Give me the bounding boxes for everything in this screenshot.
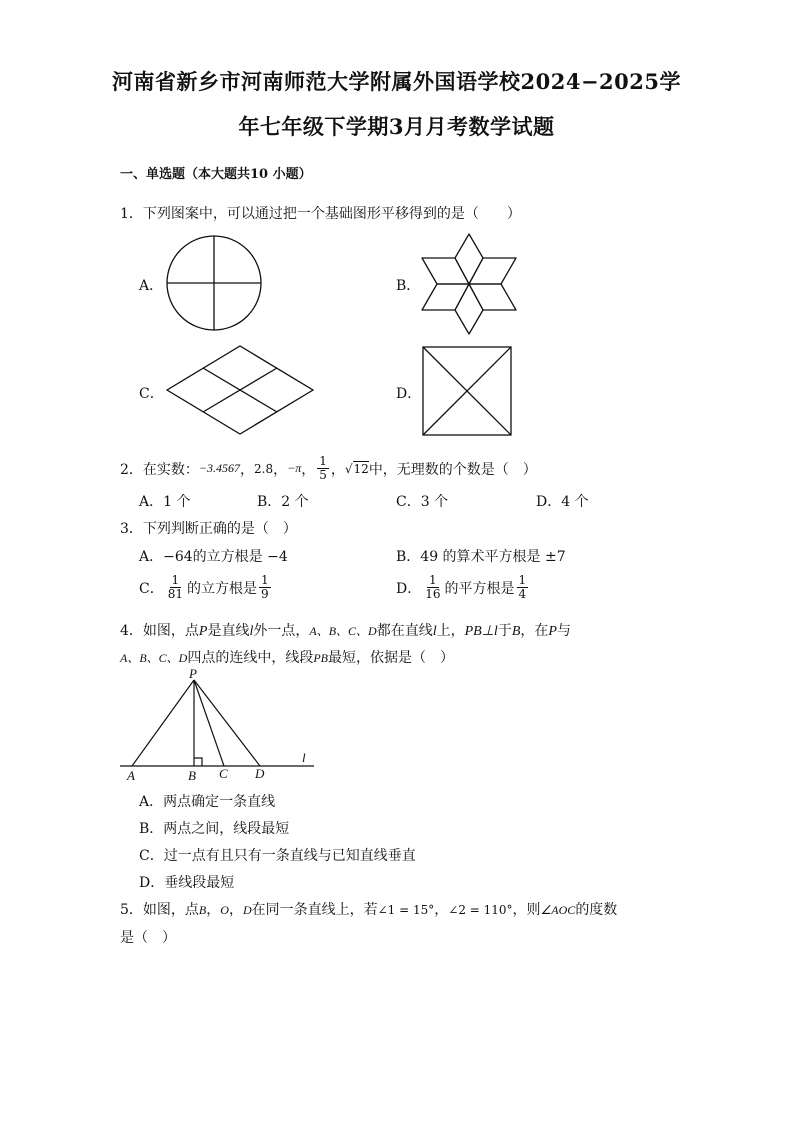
q4-stem-line1 bbox=[120, 620, 571, 640]
q2-option-d: D．4 个 bbox=[536, 494, 589, 510]
q3-option-c-fraction bbox=[166, 574, 185, 601]
q3-c-denominator: 81 bbox=[167, 587, 183, 601]
q1-figure-d-square bbox=[422, 346, 512, 436]
q5-stem-line2: 是（ ） bbox=[120, 930, 176, 946]
q4-label-p: P bbox=[189, 666, 197, 681]
q2-option-c: C．3 个 bbox=[396, 494, 449, 510]
q3-option-d-result bbox=[517, 574, 529, 601]
q4-var-l: l bbox=[432, 624, 437, 639]
q4-label-a: A bbox=[127, 768, 135, 783]
q2-option-a: A．1 个 bbox=[139, 494, 191, 510]
q1-figure-b-star bbox=[420, 232, 518, 336]
q5-var-b: B bbox=[198, 903, 207, 917]
q2-number-3: −π bbox=[287, 461, 302, 475]
q3-c-result-numerator: 1 bbox=[261, 573, 269, 587]
q5-var-d: D bbox=[242, 903, 252, 917]
q5-angle-1: ∠1 = 15° bbox=[377, 903, 435, 917]
q1-option-d-label: D． bbox=[396, 386, 422, 402]
q2-fraction-denominator: 5 bbox=[319, 468, 327, 482]
q4-text: 于 bbox=[497, 623, 512, 639]
q2-sep-2: ， bbox=[273, 461, 288, 478]
q3-option-d bbox=[396, 574, 530, 601]
q3-d-result-numerator: 1 bbox=[518, 573, 527, 587]
q3-option-d-fraction bbox=[423, 574, 442, 601]
q2-number-1: −3.4567 bbox=[198, 461, 241, 475]
q3-d-result-denominator: 4 bbox=[518, 587, 527, 601]
q2-fraction-numerator: 1 bbox=[319, 454, 327, 468]
q2-sep-1: ， bbox=[240, 461, 255, 478]
q4-stem-line2 bbox=[120, 647, 454, 667]
q2-option-b: B．2 个 bbox=[257, 494, 309, 510]
q2-number-2: 2.8̇ bbox=[254, 461, 274, 476]
q4-text: 最短，依据是（ ） bbox=[328, 650, 455, 666]
q4-points: A、B、C、D bbox=[120, 651, 188, 665]
q5-text: ， bbox=[228, 902, 243, 918]
q4-text: 上， bbox=[436, 623, 465, 639]
q5-stem-line1 bbox=[120, 899, 617, 919]
q3-option-c-label: C． bbox=[139, 580, 164, 597]
q1-option-a-label: A． bbox=[139, 278, 164, 294]
q4-option-b: B．两点之间，线段最短 bbox=[139, 821, 290, 837]
q4-label-b: B bbox=[188, 768, 196, 783]
q4-var-p: P bbox=[548, 624, 557, 639]
q2-sqrt-value: 12 bbox=[353, 462, 369, 476]
q4-text: 是直线 bbox=[207, 623, 250, 639]
q3-stem: 3．下列判断正确的是（ ） bbox=[120, 521, 297, 537]
q4-label-c: C bbox=[219, 766, 228, 781]
q4-var-p: P bbox=[198, 624, 208, 639]
q3-option-a: A．−64的立方根是 −4 bbox=[139, 549, 288, 565]
q4-var-b: B bbox=[511, 624, 521, 639]
q3-c-result-denominator: 9 bbox=[261, 587, 269, 601]
q4-perp: PB⊥l bbox=[464, 624, 498, 639]
q4-var-l: l bbox=[249, 624, 254, 639]
q3-option-d-text: 的平方根是 bbox=[444, 580, 515, 597]
q4-text: 都在直线 bbox=[376, 623, 433, 639]
q2-sep-4: ， bbox=[330, 461, 345, 478]
q4-label-d: D bbox=[255, 766, 265, 781]
q3-option-d-label: D． bbox=[396, 580, 422, 597]
q3-option-c-result bbox=[259, 574, 271, 601]
q1-option-b-label: B． bbox=[396, 278, 421, 294]
q4-option-a: A．两点确定一条直线 bbox=[139, 794, 276, 810]
q2-stem-prefix: 2．在实数： bbox=[120, 461, 199, 478]
q4-text: 四点的连线中，线段 bbox=[187, 650, 314, 666]
q2-fraction bbox=[317, 455, 329, 482]
q2-sep-3: ， bbox=[301, 461, 316, 478]
q5-text: 的度数 bbox=[575, 902, 618, 918]
q4-text: ，在 bbox=[520, 623, 549, 639]
exam-title-line1: 河南省新乡市河南师范大学附属外国语学校2024−2025学 bbox=[112, 69, 681, 94]
q3-c-numerator: 1 bbox=[171, 573, 180, 587]
q4-option-c: C．过一点有且只有一条直线与已知直线垂直 bbox=[139, 848, 416, 864]
q4-text: 外一点， bbox=[253, 623, 310, 639]
section-header: 一、单选题（本大题共10 小题） bbox=[120, 167, 312, 182]
q4-text: 4．如图，点 bbox=[120, 623, 199, 639]
q3-d-denominator: 16 bbox=[425, 587, 441, 601]
q5-text: 5．如图，点 bbox=[120, 902, 199, 918]
q4-figure-perpendicular bbox=[118, 668, 318, 783]
q5-angle-aoc: ∠AOC bbox=[540, 903, 576, 917]
q5-text: ， bbox=[206, 902, 221, 918]
q2-sqrt-symbol: √ bbox=[344, 461, 353, 476]
q1-option-c-label: C． bbox=[139, 386, 164, 402]
q3-d-numerator: 1 bbox=[429, 573, 437, 587]
q4-text: 与 bbox=[556, 623, 571, 639]
q4-segment: PB bbox=[313, 651, 329, 665]
q2-stem bbox=[120, 455, 537, 482]
q5-text: 在同一条直线上，若 bbox=[251, 902, 378, 918]
q3-option-c bbox=[139, 574, 273, 601]
q1-figure-c-rhombus bbox=[165, 344, 315, 436]
q4-points: A、B、C、D bbox=[309, 624, 377, 638]
q5-angle-2: ∠2 = 110° bbox=[448, 903, 513, 917]
q4-option-d: D．垂线段最短 bbox=[139, 875, 235, 891]
q2-stem-suffix: 中，无理数的个数是（ ） bbox=[368, 461, 537, 478]
q5-text: ，则 bbox=[512, 902, 541, 918]
q4-label-l: l bbox=[302, 750, 306, 765]
q5-var-o: O bbox=[220, 903, 229, 917]
q1-figure-a-circle bbox=[165, 234, 263, 332]
q1-stem: 1．下列图案中，可以通过把一个基础图形平移得到的是（ ） bbox=[120, 206, 521, 222]
q3-option-c-text: 的立方根是 bbox=[187, 580, 257, 597]
exam-title-line2: 年七年级下学期3月月考数学试题 bbox=[238, 114, 555, 139]
q5-text: ， bbox=[434, 902, 449, 918]
q3-option-b: B．49 的算术平方根是 ±7 bbox=[396, 549, 566, 565]
